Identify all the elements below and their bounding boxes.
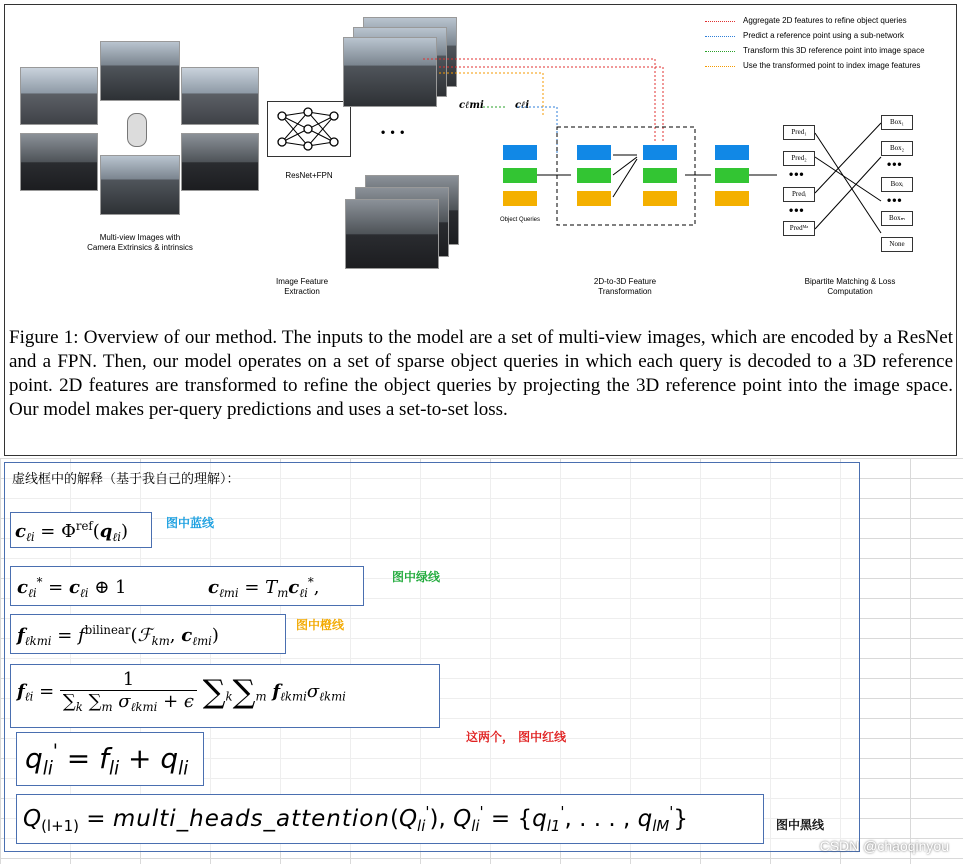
- box-1: Box₁: [881, 115, 913, 130]
- formula-c-li: $c_{\ell i} = \Phi^{ref}(q_{\ell i})$: [10, 512, 152, 548]
- refined-query-green: [715, 168, 749, 183]
- query-orange: [503, 191, 537, 206]
- legend-item-blue: Predict a reference point using a sub-network: [743, 31, 904, 40]
- legend: [705, 15, 945, 75]
- pred-2: Pred₂: [783, 151, 815, 166]
- c-lmi-label: cℓmi: [459, 100, 484, 111]
- pred-ellipsis-1: •••: [789, 167, 805, 181]
- pred-ellipsis-2: •••: [789, 203, 805, 217]
- query-green: [503, 168, 537, 183]
- box-ellipsis-1: •••: [887, 157, 903, 171]
- formula-Q-next: $Q_{(l+1)}$ = $multi\_heads\_attention(Q_{li}')$, $Q_{li}' = \{q_{l1}'$, . . . , $q_{lM}'$}: [16, 794, 764, 844]
- box-m: Boxₘ: [881, 211, 913, 226]
- box-none: None: [881, 237, 913, 252]
- query-blue: [503, 145, 537, 160]
- formula-f-li: $f_{\ell i}$ = $\frac{1}{\sum_k \sum_m \sigma_{\ell kmi} + \epsilon}$ $\sum_k\sum_m$ $f_{\ell kmi}\sigma_{\ell kmi}$: [10, 664, 440, 728]
- note-orange-line: 图中橙线: [296, 618, 345, 632]
- header-note: 虚线框中的解释（基于我自己的理解）：: [12, 472, 240, 487]
- formula-q-li: $q_{li}' = f_{li} + q_{li}$: [16, 732, 204, 786]
- inner-query-green-1: [577, 168, 611, 183]
- refined-query-blue: [715, 145, 749, 160]
- box-i: Boxᵢ: [881, 177, 913, 192]
- inner-query-blue-2: [643, 145, 677, 160]
- formula-f-lkmi: $f_{\ell kmi}$ = $f^{bilinear}(ℱ_{km}$, $c_{\ell mi}$): [10, 614, 286, 654]
- refined-query-orange: [715, 191, 749, 206]
- legend-item-green: Transform this 3D reference point into image space: [743, 46, 925, 55]
- image-feature-label: Image Feature Extraction: [275, 277, 329, 296]
- note-black-line: 图中黑线: [776, 818, 825, 832]
- object-queries-label: Object Queries: [499, 217, 541, 223]
- c-li-label: cℓi: [515, 100, 530, 111]
- note-red-line: 这两个， 图中红线: [466, 730, 567, 744]
- bipartite-label: Bipartite Matching & Loss Computation: [804, 277, 896, 296]
- formula-c-star: $c_{\ell i}^* = c_{\ell i}$ ⊕ 1 $c_{\ell mi} = T_mc_{\ell i}^*$,: [10, 566, 364, 606]
- spreadsheet-area: [0, 458, 963, 864]
- legend-line-green: [705, 51, 735, 52]
- note-blue-line: 图中蓝线: [166, 516, 215, 530]
- multiview-label: Multi-view Images with Camera Extrinsics & intrinsics: [87, 233, 193, 252]
- figure-panel: [4, 4, 957, 456]
- box-2: Box₂: [881, 141, 913, 156]
- figure-caption: Figure 1: Overview of our method. The inputs to the model are a set of multi-view images, which are encoded by a ResNet and a FPN. Then, our model operates on a set of sparse object queries in which each query is decoded to a 3D reference point. 2D features are transformed to refine the object queries by projecting the 3D reference point into the image space. Our model makes per-query predictions and uses a set-to-set loss.: [9, 327, 953, 420]
- inner-query-orange-2: [643, 191, 677, 206]
- pred-m: Predᴹᵃ: [783, 221, 815, 236]
- pred-1: Pred₁: [783, 125, 815, 140]
- legend-item-orange: Use the transformed point to index image features: [743, 61, 921, 70]
- legend-item-red: Aggregate 2D features to refine object queries: [743, 16, 907, 25]
- inner-query-blue-1: [577, 145, 611, 160]
- inner-query-orange-1: [577, 191, 611, 206]
- resnet-label: ResNet+FPN: [285, 171, 333, 180]
- legend-line-blue: [705, 36, 735, 37]
- legend-line-orange: [705, 66, 735, 67]
- box-ellipsis-2: •••: [887, 193, 903, 207]
- transform-label: 2D-to-3D Feature Transformation: [593, 277, 657, 296]
- watermark: CSDN @chaoqinyou: [819, 838, 949, 854]
- pred-i: Predᵢ: [783, 187, 815, 202]
- note-green-line: 图中绿线: [392, 570, 441, 584]
- feature-ellipsis: • • •: [381, 125, 406, 139]
- inner-query-green-2: [643, 168, 677, 183]
- legend-line-red: [705, 21, 735, 22]
